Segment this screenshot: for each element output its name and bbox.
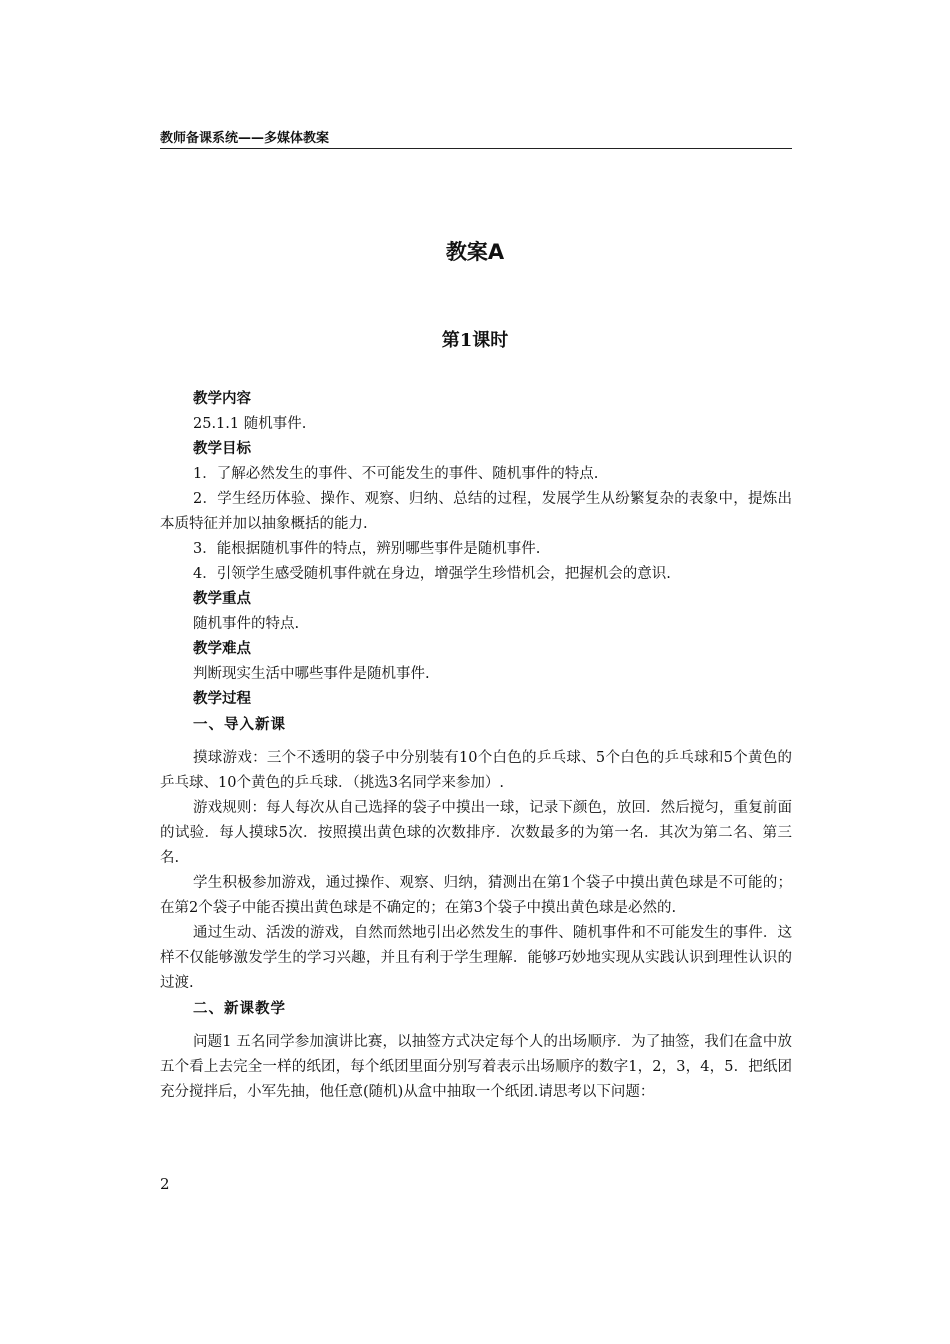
section-heading-difficulty: 教学难点	[193, 641, 251, 657]
paragraph: 摸球游戏：三个不透明的袋子中分别装有10个白色的乒乓球、5个白色的乒乓球和5个黄色的乒乓球、10个黄色的乒乓球．（挑选3名同学来参加）.	[160, 750, 792, 791]
section-heading-key: 教学重点	[193, 591, 251, 607]
paragraph: 问题1 五名同学参加演讲比赛，以抽签方式决定每个人的出场顺序．为了抽签，我们在盒中放五个看上去完全一样的纸团，每个纸团里面分别写着表示出场顺序的数字1，2，3，4，5．把纸团充分搅拌后，小军先抽，他任意(随机)从盒中抽取一个纸团.请思考以下问题：	[160, 1034, 792, 1100]
difficulty-text: 判断现实生活中哪些事件是随机事件.	[193, 666, 430, 682]
goal-item: 1．了解必然发生的事件、不可能发生的事件、随机事件的特点.	[193, 466, 599, 482]
goal-item: 4．引领学生感受随机事件就在身边，增强学生珍惜机会，把握机会的意识.	[193, 566, 671, 582]
page-header: 教师备课系统——多媒体教案	[160, 131, 792, 149]
section-heading-process: 教学过程	[193, 691, 251, 707]
lesson-subtitle: 第1课时	[441, 330, 509, 351]
part-heading: 一、导入新课	[193, 716, 286, 733]
page-number: 2	[160, 1175, 170, 1193]
goal-item: 3．能根据随机事件的特点，辨别哪些事件是随机事件.	[193, 541, 541, 557]
content-text: 25.1.1 随机事件.	[193, 416, 307, 432]
paragraph: 学生积极参加游戏，通过操作、观察、归纳，猜测出在第1个袋子中摸出黄色球是不可能的；在第2个袋子中能否摸出黄色球是不确定的；在第3个袋子中摸出黄色球是必然的.	[160, 875, 792, 916]
part-heading: 二、新课教学	[193, 1000, 286, 1017]
paragraph: 通过生动、活泼的游戏，自然而然地引出必然发生的事件、随机事件和不可能发生的事件．这样不仅能够激发学生的学习兴趣，并且有利于学生理解．能够巧妙地实现从实践认识到理性认识的过渡.	[160, 925, 792, 991]
paragraph: 游戏规则：每人每次从自己选择的袋子中摸出一球，记录下颜色，放回．然后搅匀，重复前面的试验．每人摸球5次．按照摸出黄色球的次数排序．次数最多的为第一名．其次为第二名、第三名.	[160, 800, 792, 866]
document-title: 教案A	[445, 240, 505, 264]
goal-item: 2．学生经历体验、操作、观察、归纳、总结的过程，发展学生从纷繁复杂的表象中，提炼出本质特征并加以抽象概括的能力.	[160, 491, 792, 532]
document-body	[160, 387, 792, 1105]
section-heading-content: 教学内容	[193, 391, 251, 407]
section-heading-goals: 教学目标	[193, 441, 251, 457]
key-text: 随机事件的特点.	[193, 616, 300, 632]
